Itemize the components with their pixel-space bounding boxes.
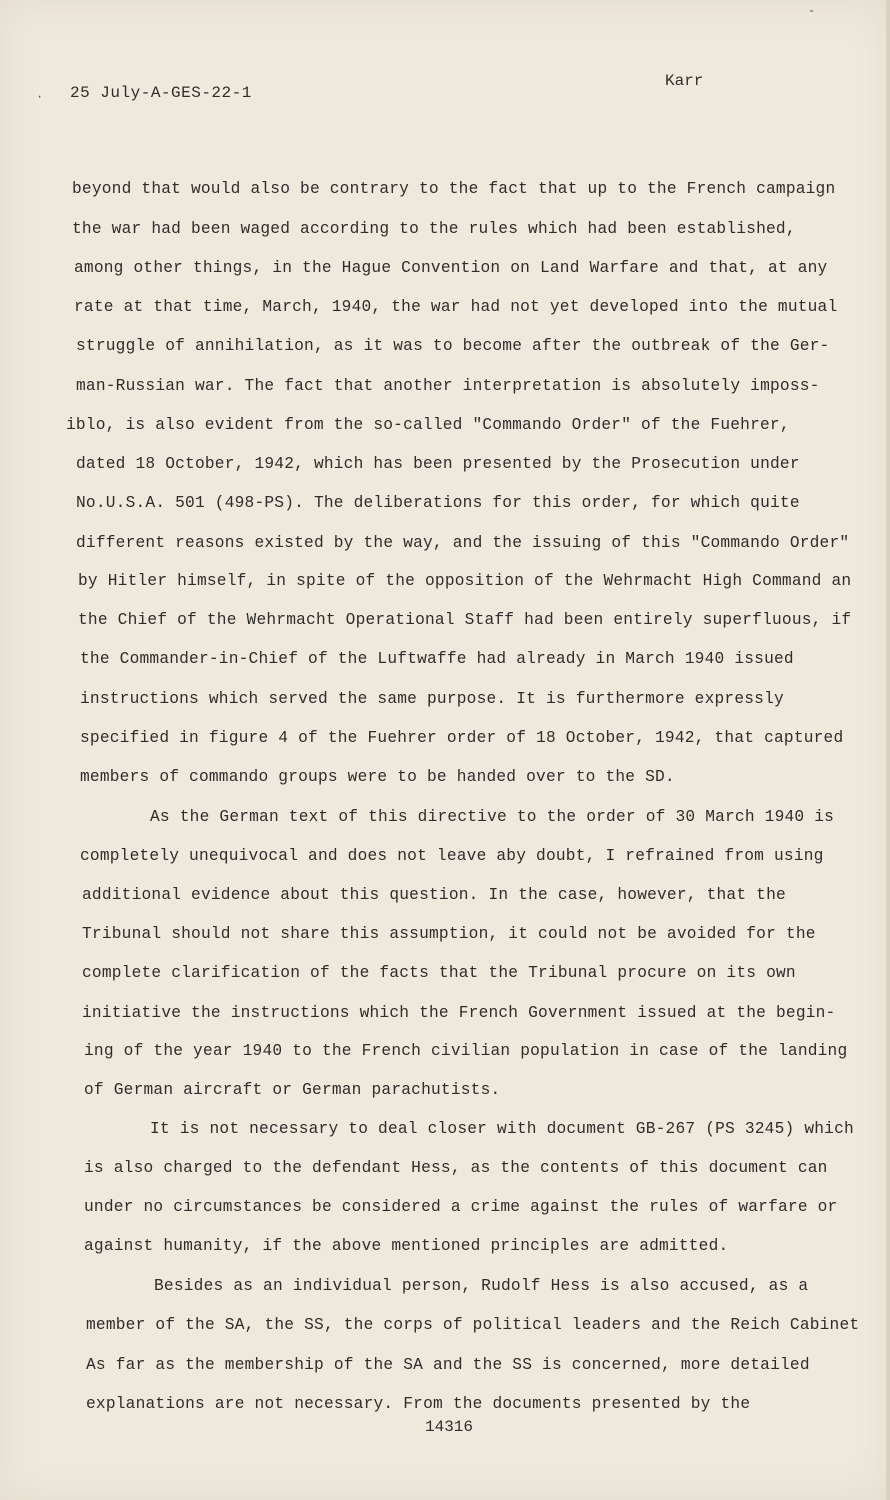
text-line: man-Russian war. The fact that another interpretation is absolutely imposs- [76,377,820,395]
text-line: ing of the year 1940 to the French civilian population in case of the landing [84,1042,848,1060]
text-line: by Hitler himself, in spite of the opposition of the Wehrmacht High Command an [78,572,852,590]
document-reference: 25 July-A-GES-22-1 [70,84,252,102]
text-line: the war had been waged according to the rules which had been established, [72,220,796,238]
margin-dot: · [36,90,44,104]
corner-mark: - [808,4,816,18]
text-line: struggle of annihilation, as it was to become after the outbreak of the Ger- [76,337,830,355]
text-line: instructions which served the same purpose. It is furthermore expressly [80,690,784,708]
text-line: the Commander-in-Chief of the Luftwaffe had already in March 1940 issued [80,650,794,668]
text-line: under no circumstances be considered a crime against the rules of warfare or [84,1198,838,1216]
text-line: Besides as an individual person, Rudolf Hess is also accused, as a [154,1277,809,1295]
text-line: dated 18 October, 1942, which has been presented by the Prosecution under [76,455,800,473]
text-line: As far as the membership of the SA and the SS is concerned, more detailed [86,1356,810,1374]
text-line: is also charged to the defendant Hess, as the contents of this document can [84,1159,828,1177]
text-line: As the German text of this directive to the order of 30 March 1940 is [150,808,835,826]
text-line: members of commando groups were to be handed over to the SD. [80,768,675,786]
text-line: completely unequivocal and does not leave aby doubt, I refrained from using [80,847,824,865]
speaker-name: Karr [665,72,704,90]
text-line: complete clarification of the facts that the Tribunal procure on its own [82,964,796,982]
text-line: beyond that would also be contrary to the fact that up to the French campaign [72,180,836,198]
text-line: No.U.S.A. 501 (498-PS). The deliberations for this order, for which quite [76,494,800,512]
text-line: initiative the instructions which the French Government issued at the begin- [82,1004,836,1022]
text-line: explanations are not necessary. From the documents presented by the [86,1395,751,1413]
text-line: of German aircraft or German parachutists. [84,1081,501,1099]
page-number: 14316 [425,1418,474,1436]
text-line: against humanity, if the above mentioned principles are admitted. [84,1237,729,1255]
text-line: the Chief of the Wehrmacht Operational Staff had been entirely superfluous, if [78,611,852,629]
text-line: member of the SA, the SS, the corps of political leaders and the Reich Cabinet [86,1316,860,1334]
text-line: among other things, in the Hague Convention on Land Warfare and that, at any [74,259,828,277]
text-line: different reasons existed by the way, and the issuing of this "Commando Order" [76,534,850,552]
text-line: additional evidence about this question. In the case, however, that the [82,886,786,904]
page-edge [886,0,890,1500]
text-line: Tribunal should not share this assumption, it could not be avoided for the [82,925,816,943]
text-line: rate at that time, March, 1940, the war had not yet developed into the mutual [74,298,838,316]
text-line: It is not necessary to deal closer with document GB-267 (PS 3245) which [150,1120,854,1138]
text-line: specified in figure 4 of the Fuehrer order of 18 October, 1942, that captured [80,729,844,747]
text-line: iblo, is also evident from the so-called "Commando Order" of the Fuehrer, [66,416,790,434]
